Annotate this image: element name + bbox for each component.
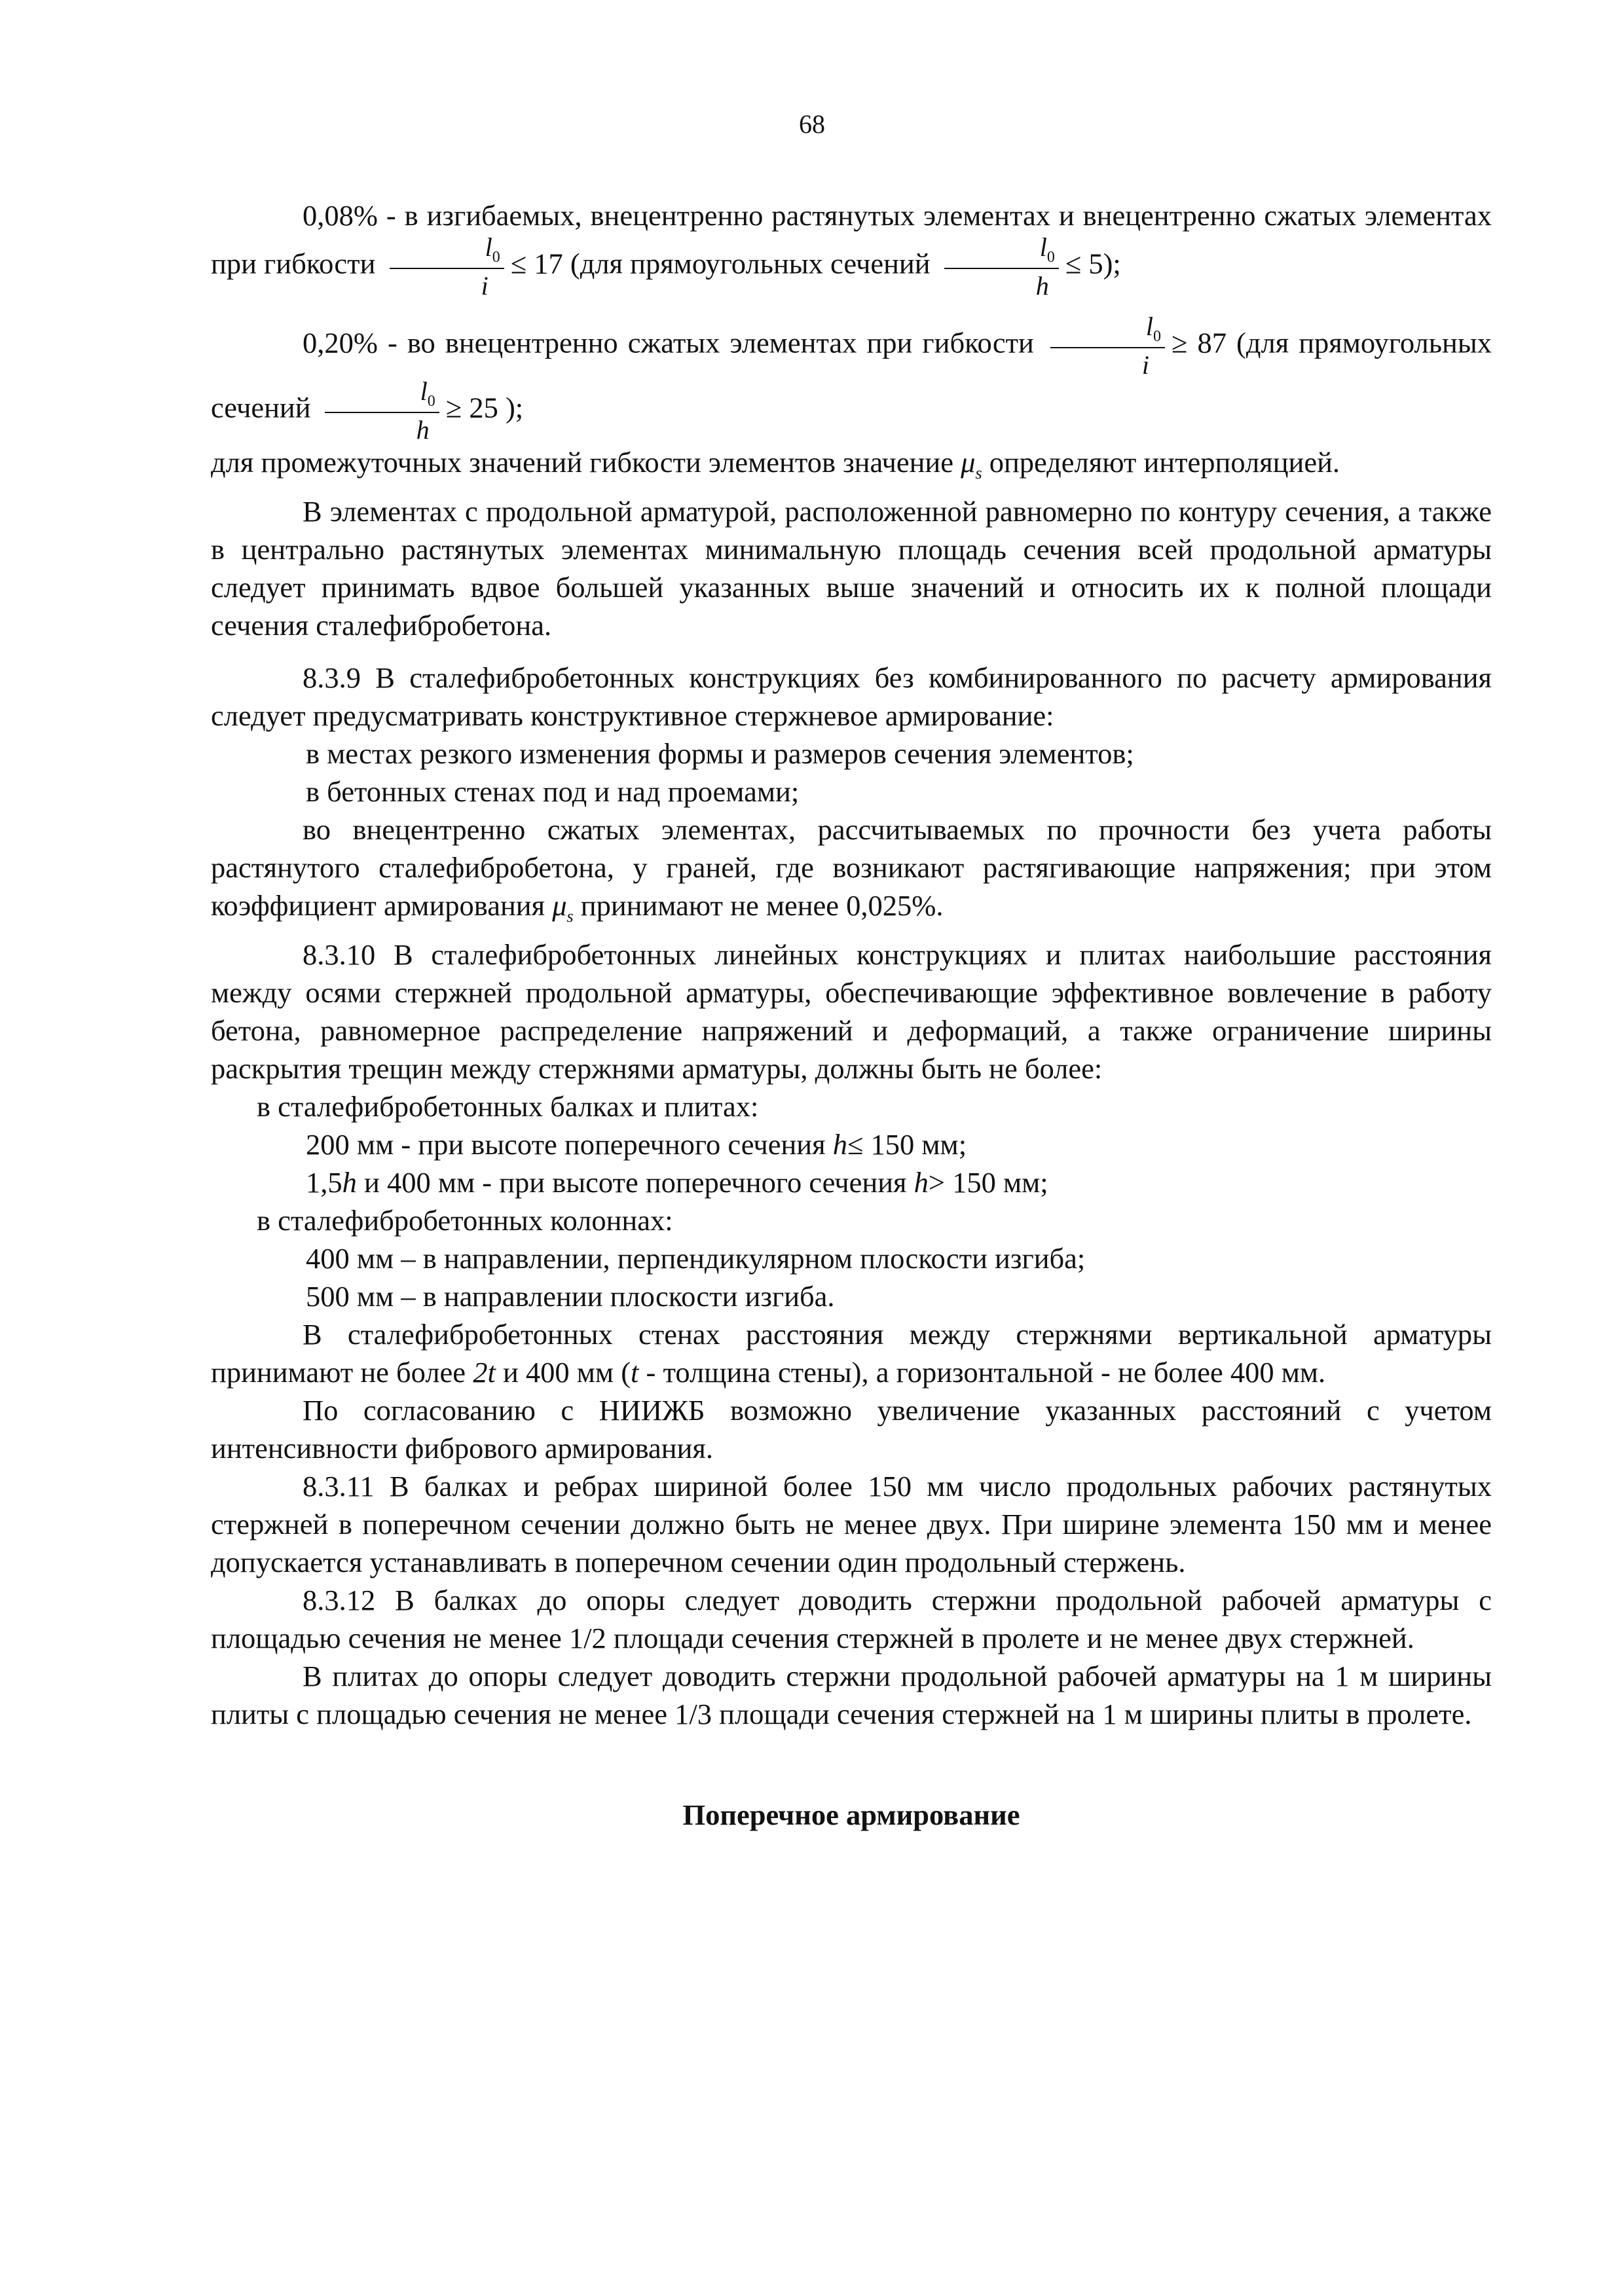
relation-text: ≥ 25 ); (445, 391, 524, 424)
list-item-openings: в бетонных стенах под и над проемами; (306, 774, 800, 808)
fraction-l0-over-i: $\frac{l_0}{i}$ (390, 234, 504, 299)
paragraph-text: 200 мм - при высоте поперечного сечения (306, 1127, 826, 1161)
list-item-shape-change: в местах резкого изменения формы и размеров сечения элементов; (306, 737, 1134, 770)
paragraph-text: для промежуточных значений гибкости элементов значение (211, 446, 953, 479)
paragraph-interpolation (211, 443, 1492, 492)
paragraph-text: В сталефибробетонных стенах расстояния между стержнями вертикальной арматуры принимают не более (211, 1317, 1492, 1389)
list-item-1-5h (211, 1163, 1492, 1201)
paragraph-perimeter-reinforcement: В элементах с продольной арматурой, расположенной равномерно по контуру сечения, а также в центрально растянутых элементах минимальную площадь сечения всей продольной арматуры следует принимать вдвое большей указанных выше значений и относить их к полной площади сечения сталефибробетона. (211, 494, 1492, 642)
relation-text: ≥ 87 (1172, 326, 1227, 359)
symbol-2t: 2t (473, 1355, 496, 1389)
paragraph-text: - толщина стены), а горизонтальной - не более 400 мм. (646, 1355, 1326, 1389)
symbol-h: h (913, 1165, 929, 1199)
paragraph-text: (для прямоугольных сечений (570, 247, 931, 280)
symbol-mu-s: $\mu_s$ (552, 888, 574, 926)
symbol-h: h (832, 1127, 847, 1161)
section-heading: Поперечное армирование (682, 1798, 1020, 1831)
relation-text: > 150 мм; (928, 1165, 1048, 1199)
paragraph-8-3-11: 8.3.11 В балках и ребрах шириной более 150 мм число продольных рабочих растянутых стержней в поперечном сечении должно быть не менее двух. При ширине элемента 150 мм и менее допускается устанавливать в поперечном сечении один продольный стержень. (211, 1469, 1492, 1578)
fraction-l0-over-h: $\frac{l_0}{h}$ (325, 378, 439, 443)
paragraph-8-3-12: 8.3.12 В балках до опоры следует доводить стержни продольной рабочей арматуры с площадью сечения не менее 1/2 площади сечения стержней в пролете и не менее двух стержней. (211, 1583, 1492, 1654)
paragraph-text: и 400 мм - при высоте поперечного сечения (364, 1165, 907, 1199)
list-heading-columns: в сталефибробетонных колоннах: (257, 1203, 673, 1237)
symbol-t: t (631, 1355, 639, 1389)
list-item-400mm: 400 мм – в направлении, перпендикулярном плоскости изгиба; (306, 1241, 1086, 1275)
paragraph-text: 0,08% - в изгибаемых, внецентренно растянутых элементах и внецентренно сжатых элементах при гибкости (211, 199, 1492, 280)
list-heading-beams-slabs: в сталефибробетонных балках и плитах: (257, 1089, 759, 1123)
fraction-l0-over-h: $\frac{l_0}{h}$ (944, 234, 1059, 299)
fraction-l0-over-i: $\frac{l_0}{i}$ (1050, 314, 1165, 378)
symbol-mu-s: $\mu_s$ (961, 446, 982, 483)
paragraph-slabs-support: В плитах до опоры следует доводить стержни продольной рабочей арматуры на 1 м ширины плиты с площадью сечения не менее 1/3 площади сечения стержней на 1 м ширины плиты в пролете. (211, 1659, 1492, 1730)
paragraph-text: (для прямоугольных сечений (211, 326, 1492, 424)
paragraph-niizhb-agreement: По согласованию с НИИЖБ возможно увеличение указанных расстояний с учетом интенсивности фибрового армирования. (211, 1393, 1492, 1465)
paragraph-min-reinforcement-020 (211, 314, 1492, 443)
paragraph-walls (211, 1315, 1492, 1391)
paragraph-min-reinforcement-008 (211, 196, 1492, 299)
page-number: 68 (799, 109, 825, 139)
paragraph-8-3-10: 8.3.10 В сталефибробетонных линейных конструкциях и плитах наибольшие расстояния между осями стержней продольной арматуры, обеспечивающие эффективное вовлечение в работу бетона, равномерное распределение напряжений и деформаций, а также ограничение ширины раскрытия трещин между стержнями арматуры, должны быть не более: (211, 938, 1492, 1085)
paragraph-text: 1,5 (306, 1165, 342, 1199)
relation-text: ≤ 5); (1065, 247, 1121, 280)
symbol-h: h (342, 1165, 357, 1199)
paragraph-text: во внецентренно сжатых элементах, рассчитываемых по прочности без учета работы растянутого сталефибробетона, у граней, где возникают растягивающие напряжения; при этом коэффициент армирования (211, 812, 1492, 922)
paragraph-text: 0,20% - во внецентренно сжатых элементах при гибкости (303, 326, 1034, 359)
relation-text: ≤ 150 мм; (847, 1127, 967, 1161)
paragraph-8-3-9: 8.3.9 В сталефибробетонных конструкциях без комбинированного по расчету армирования следует предусматривать конструктивное стержневое армирование: (211, 661, 1492, 732)
list-item-200mm (211, 1125, 1492, 1163)
paragraph-text: принимают не менее 0,025%. (580, 888, 944, 922)
relation-text: ≤ 17 (510, 247, 563, 280)
list-item-eccentric-compression (211, 811, 1492, 936)
paragraph-text: определяют интерполяцией. (989, 446, 1340, 479)
document-body (211, 196, 1492, 1834)
list-item-500mm: 500 мм – в направлении плоскости изгиба. (306, 1279, 835, 1313)
paragraph-text: и 400 мм ( (502, 1355, 631, 1389)
